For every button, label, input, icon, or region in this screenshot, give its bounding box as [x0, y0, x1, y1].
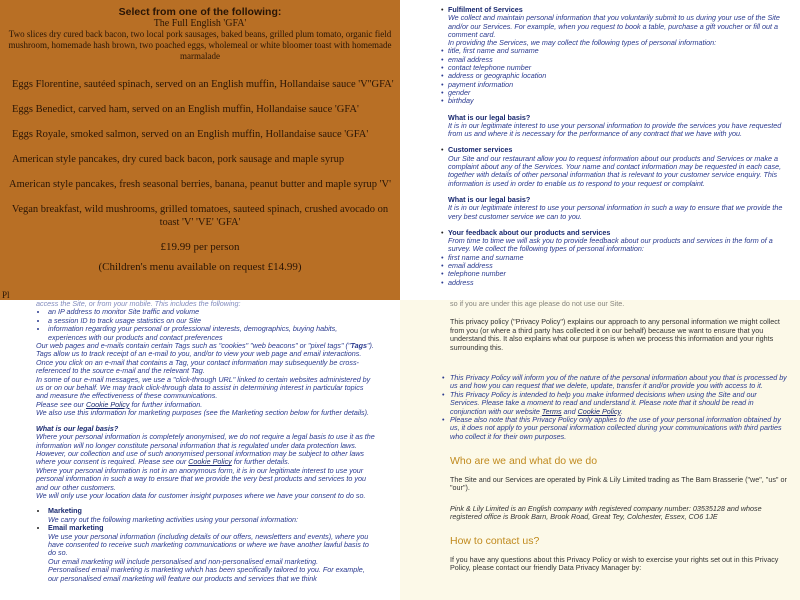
list-item: email address	[448, 261, 493, 271]
bullet-icon: •	[441, 227, 444, 237]
list-item: gender	[448, 87, 471, 97]
privacy-section-tracking	[0, 300, 400, 600]
feedback-text: From time to time we will ask you to provide feedback about our products and services in the form of a survey. We collect the following types of personal information:	[448, 236, 773, 254]
menu-cut-fragment: Pl	[2, 290, 10, 300]
tags-text: Our web pages and e-mails contain certain Tags such as "cookies" "web beacons" or "pixel tags" ("Tags"). Tags allow us to track receipt of an e-mail to you, and/or to view your web page and email interactions. Once you click on an e-mail that contains a Tag, your contact information may subsequently be cross-referenced to the source e-mail and the relevant Tag.	[36, 341, 374, 376]
menu-full-english: The Full English 'GFA'	[153, 18, 247, 29]
cookie-see-text: Please see our Cookie Policy for further information.	[36, 399, 203, 409]
legal-basis-text: Where your personal information is not in an anonymous form, it is in our legitimate interest to use your personal information in such a way to ensure that we provide the very best products and services to you and our other customers.	[36, 465, 367, 492]
list-item: address or geographic location	[448, 71, 547, 81]
fulfilment-title: Fulfilment of Services	[448, 5, 523, 14]
marketing-text: We carry out the following marketing activities using your personal information:	[48, 514, 298, 524]
email-marketing-text: Our email marketing will include personalised and non-personalised email marketing.	[48, 556, 319, 566]
menu-full-english-desc: Two slices dry cured back bacon, two local pork sausages, baked beans, grilled plum tomato, organic field mushroom, homemade hash brown, two poached eggs, wholemeal or white bloomer toast with homemade marmalade	[8, 29, 392, 61]
privacy-section-intro	[400, 300, 800, 600]
legal-basis-text: It is in our legitimate interest to use your personal information to provide the services you have requested from us and where it is necessary for the performance of any contract that we have with you.	[448, 120, 782, 139]
tags-term: Tags	[350, 341, 367, 351]
menu-item: American style pancakes, fresh seasonal berries, banana, peanut butter and maple syrup 'V'	[9, 179, 391, 190]
menu-heading: Select from one of the following:	[118, 6, 282, 18]
list-item: birthday	[448, 96, 474, 106]
marketing-title: Marketing	[48, 506, 82, 516]
bullet-icon: •	[442, 389, 445, 399]
list-item: contact telephone number	[448, 63, 532, 73]
list-item: title, first name and surname	[448, 46, 539, 56]
cut-line: so if you are under this age please do not use our Site.	[450, 300, 625, 308]
bullet-icon: •	[441, 5, 444, 14]
bullet-icon: •	[441, 277, 444, 287]
customer-services-text: Our Site and our restaurant allow you to request information about our products and Services or make a complaint about any of the Services. Your name and contact information may be requested in each case, together with details of other personal information that is relevant to your customer service enquiry. This information is used in order to enable us to respond to your request or complaint.	[448, 153, 782, 188]
contact-heading: How to contact us?	[450, 535, 540, 548]
bullet-icon: •	[441, 269, 444, 279]
feedback-title: Your feedback about our products and services	[448, 227, 611, 237]
bullet-icon: •	[441, 145, 444, 155]
cookie-policy-link[interactable]: Cookie Policy	[188, 457, 232, 467]
cookie-policy-link[interactable]: Cookie Policy	[577, 406, 621, 416]
click-through-text: In some of our e-mail messages, we use a "click-through URL" linked to certain websites administered by us or on our behalf. We may track click-through data to assist in determining interest in particular topics and measure the effectiveness of these communications.	[36, 374, 371, 401]
company-text: Pink & Lily Limited is an English company with registered company number: 03535128 and whose registered office is Brook Barn, Brook Road, Great Tey, Colchester, Essex, CO6 1JE	[450, 503, 762, 521]
legal-basis-heading: What is our legal basis?	[36, 423, 119, 433]
who-are-we-heading: Who are we and what do we do	[450, 455, 598, 468]
who-are-we-text: The Site and our Services are operated by Pink & Lily Limited trading as The Barn Brasserie ("we", "us" or "our").	[450, 474, 787, 493]
bullet-icon: •	[441, 252, 444, 262]
fulfilment-text: We collect and maintain personal information that you voluntarily submit to us during your use of the Site and/or our Services. For example, when you request to book a table, purchase a gift voucher or fill out a comment card.	[448, 13, 780, 39]
privacy-intro: This privacy policy ("Privacy Policy") explains our approach to any personal information we might collect from you (or where a third party has collected it on our behalf) because we want to ensure that you understand this. It also explains what our purpose is when we process this information and your rights surrounding this.	[450, 317, 780, 352]
email-marketing-title: Email marketing	[48, 523, 104, 533]
bullet-icon: •	[442, 373, 445, 383]
list-item: email address	[448, 54, 493, 64]
privacy-section-fulfilment	[400, 0, 800, 300]
legal-basis-text: It is in our legitimate interest to use your personal information in such a way to ensure that we provide the very best customer service we can to you.	[448, 203, 783, 221]
contact-text: If you have any questions about this Privacy Policy or wish to exercise your rights set out in this Privacy Policy, please contact our friendly Data Privacy Manager by:	[450, 554, 779, 573]
legal-basis-text: Where your personal information is completely anonymised, we do not require a legal basis to use it as the information will no longer constitute personal information that is regulated under data protection laws. However, our collection and use of such anonymised personal information may be subject to other laws where your consent is required. Please see our Cookie Policy for further details.	[36, 432, 375, 467]
legal-basis-text: We will only use your location data for customer insight purposes where we have your consent to do so.	[36, 490, 366, 500]
list-item: • an IP address to monitor Site traffic and volume	[48, 308, 376, 316]
cut-line: access the Site, or from your mobile. This includes the following:	[36, 300, 241, 308]
menu-item: Vegan breakfast, wild mushrooms, grilled tomatoes, sauteed spinach, crushed avocado on toast 'V' 'VE' 'GFA'	[11, 204, 389, 228]
bullet-icon: •	[441, 46, 444, 56]
list-item: address	[448, 277, 474, 287]
menu-item: Eggs Florentine, sautéed spinach, served on an English muffin, Hollandaise sauce 'V''GFA'	[12, 79, 394, 90]
bullet-icon: •	[441, 87, 444, 97]
list-item: telephone number	[448, 269, 506, 279]
bullet-icon: •	[441, 54, 444, 64]
email-marketing-text: Personalised email marketing is marketing which has been specifically tailored to you. For example, our personalised email marketing will feature our products and services that we think	[48, 565, 365, 583]
menu-item: American style pancakes, dry cured back bacon, pork sausage and maple syrup	[12, 154, 345, 165]
bullet-icon: •	[441, 96, 444, 106]
customer-services-title: Customer services	[448, 145, 513, 155]
menu-item: Eggs Royale, smoked salmon, served on an English muffin, Hollandaise sauce 'GFA'	[12, 129, 369, 140]
terms-link[interactable]: Terms	[541, 406, 562, 416]
list-item: payment information	[448, 79, 514, 89]
menu-item: Eggs Benedict, carved ham, served on an English muffin, Hollandaise sauce 'GFA'	[12, 104, 359, 115]
bullet-icon: •	[442, 415, 445, 425]
email-marketing-text: We use your personal information (including details of our offers, newsletters and events), where you have consented to receive such marketing communications or where we have another lawful basis to do so.	[48, 531, 369, 558]
list-item: first name and surname	[448, 252, 524, 262]
legal-basis-heading: What is our legal basis?	[448, 194, 531, 204]
menu-kids-price: (Children's menu available on request £14.99)	[98, 261, 302, 273]
bullet-icon: •	[441, 79, 444, 89]
cookie-policy-link[interactable]: Cookie Policy	[85, 399, 130, 409]
policy-bullet: Please also note that this Privacy Policy only applies to the use of your personal information obtained by us, it does not apply to your personal information collected during your communications with third parties who collect it for their own purposes.	[450, 415, 782, 441]
policy-bullet: This Privacy Policy will inform you of the nature of the personal information about you that is processed by us and how you can request that we delete, update, transfer it and/or provide you with access to it.	[450, 373, 787, 391]
fulfilment-intro: In providing the Services, we may collect the following types of personal information:	[448, 38, 717, 48]
policy-bullet: This Privacy Policy is intended to help you make informed decisions when using the Site and our Services. Please take a moment to read and understand it. Please note that it should be read in conjunction with our website Terms and Cookie Policy.	[450, 389, 757, 416]
bullet-icon: •	[441, 63, 444, 73]
list-item: • a session ID to track usage statistics on our Site	[48, 317, 376, 325]
breakfast-menu	[0, 0, 400, 300]
bullet-icon: •	[441, 261, 444, 271]
list-item: • information regarding your personal or professional interests, demographics, buying habits, experiences with our products and contact preferences	[48, 325, 376, 342]
menu-price: £19.99 per person	[160, 241, 240, 253]
bullet-icon: •	[441, 71, 444, 81]
marketing-purpose-text: We also use this information for marketing purposes (see the Marketing section below for further details).	[36, 408, 370, 418]
legal-basis-heading: What is our legal basis?	[448, 112, 531, 122]
